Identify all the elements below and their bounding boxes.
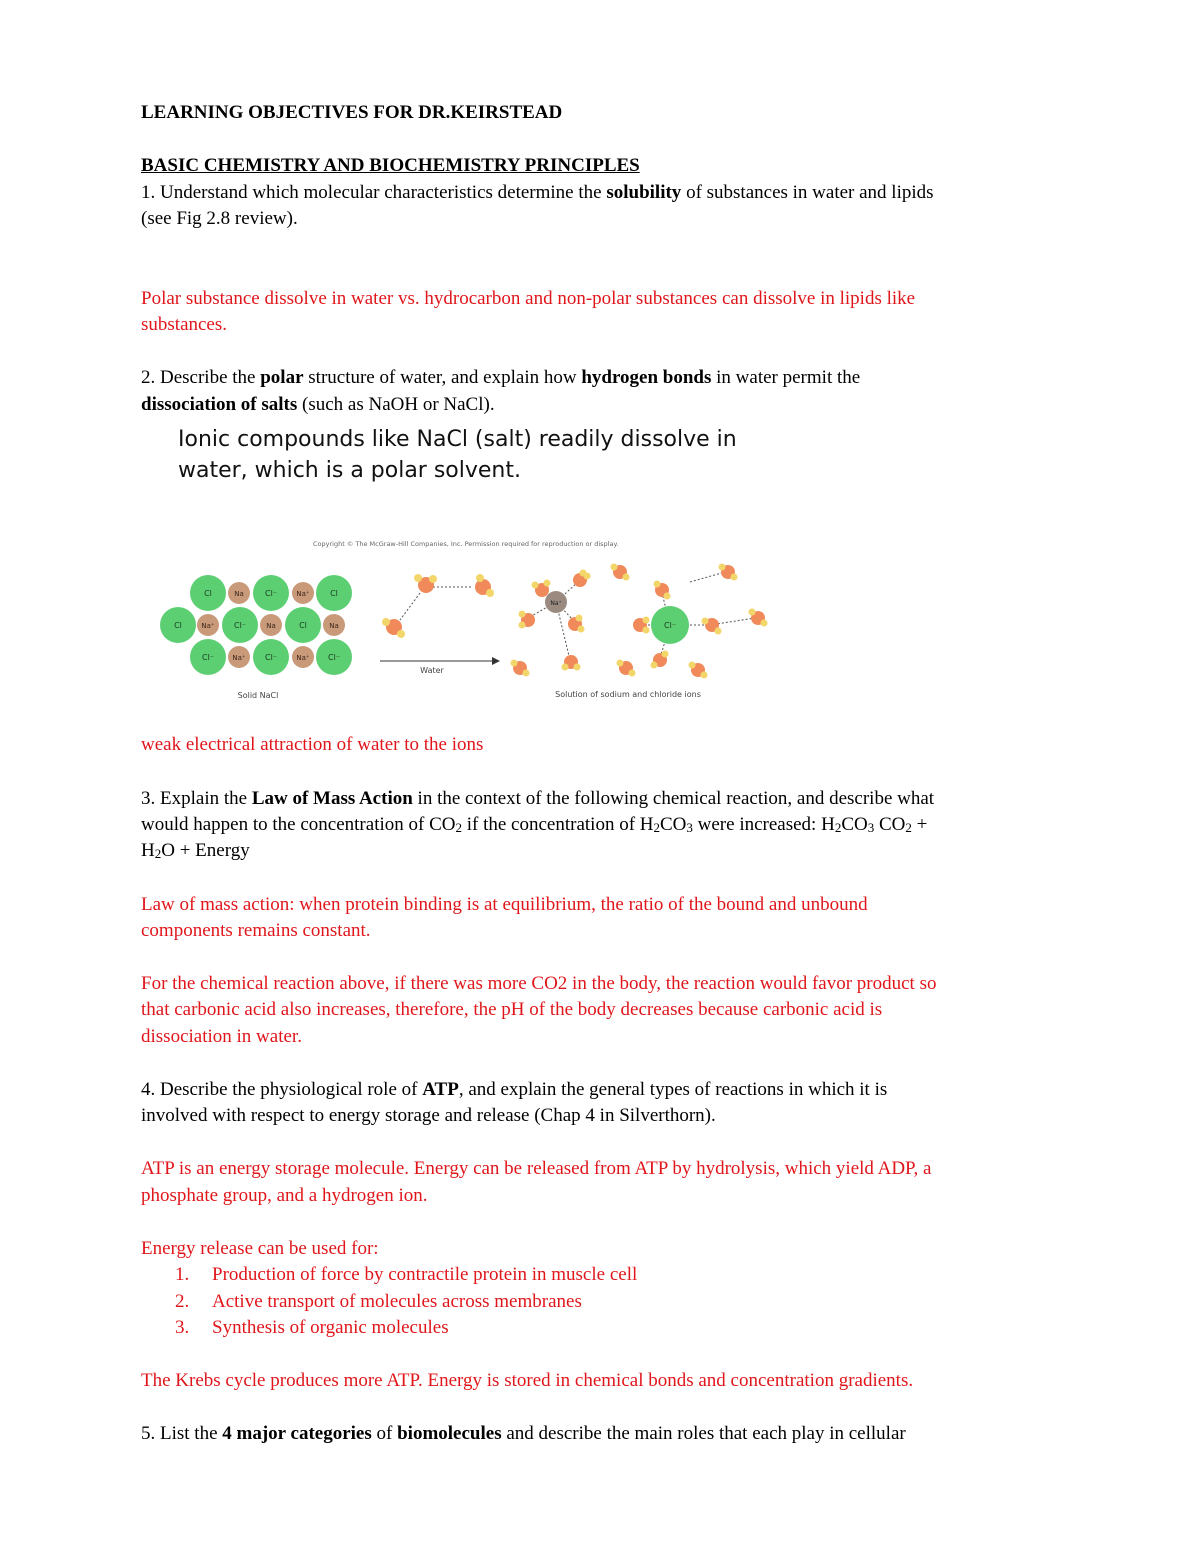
section-heading: BASIC CHEMISTRY AND BIOCHEMISTRY PRINCIPLES: [141, 155, 640, 176]
water-hydrogen: [617, 660, 624, 667]
document-title: LEARNING OBJECTIVES FOR DR.KEIRSTEAD: [141, 102, 563, 123]
answer-4a-line2: phosphate group, and a hydrogen ion.: [141, 1185, 428, 1206]
slide-caption-line2: water, which is a polar solvent.: [178, 458, 521, 483]
list-number: 1.: [175, 1264, 190, 1285]
water-hydrogen: [574, 664, 581, 671]
objective-4: 4. Describe the physiological role of ATP, and explain the general types of reactions in which it is: [141, 1079, 888, 1100]
list-number: 2.: [175, 1291, 190, 1312]
objective-3: 3. Explain the Law of Mass Action in the context of the following chemical reaction, and describe what: [141, 788, 935, 809]
answer-2: weak electrical attraction of water to the ions: [141, 734, 484, 755]
water-hydrogen: [761, 620, 768, 627]
objective-2-line2: dissociation of salts (such as NaOH or NaCl).: [141, 394, 495, 415]
chloride-ion-label: Cl: [174, 621, 182, 630]
sodium-ion-label: Na⁺: [232, 654, 246, 662]
list-text: Synthesis of organic molecules: [212, 1317, 449, 1338]
chloride-ion-label: Cl⁻: [233, 621, 247, 630]
solution-label: Solution of sodium and chloride ions: [555, 690, 701, 699]
objective-1: 1. Understand which molecular characteristics determine the solubility of substances in water and lipids: [141, 182, 934, 203]
list-text: Active transport of molecules across membranes: [212, 1291, 582, 1312]
solid-nacl-lattice: [160, 575, 352, 675]
water-hydrogen: [519, 622, 526, 629]
objective-2: 2. Describe the polar structure of water, and explain how hydrogen bonds in water permit the: [141, 367, 861, 388]
slide-caption: [178, 424, 737, 486]
water-hydrogen: [486, 589, 494, 597]
chloride-ion-label: Cl: [330, 589, 338, 598]
water-molecules: [382, 574, 494, 638]
water-hydrogen: [578, 626, 585, 633]
water-hydrogen: [397, 630, 405, 638]
sodium-ion-label: Na⁺: [296, 590, 310, 598]
answer-3b-line3: dissociation in water.: [141, 1026, 302, 1047]
chloride-ion-label: Cl⁻: [264, 653, 278, 662]
objective-5: 5. List the 4 major categories of biomolecules and describe the main roles that each play in cellular: [141, 1423, 906, 1444]
arrow-head-icon: [492, 657, 500, 665]
water-hydrogen: [611, 564, 618, 571]
water-hydrogen: [382, 618, 390, 626]
answer-1-line2: substances.: [141, 314, 228, 335]
water-hydrogen: [511, 660, 518, 667]
water-hydrogen: [429, 575, 437, 583]
water-hydrogen: [532, 582, 539, 589]
answer-3a-line1: Law of mass action: when protein binding is at equilibrium, the ratio of the bound and unbound: [141, 894, 868, 915]
water-hydrogen: [629, 670, 636, 677]
answer-4a-line1: ATP is an energy storage molecule. Energy can be released from ATP by hydrolysis, which yield ADP, a: [141, 1158, 932, 1179]
list-number: 3.: [175, 1317, 190, 1338]
chloride-ion-label: Cl⁻: [663, 621, 677, 630]
objective-3-line3: $H_2O$ + Energy: [141, 840, 250, 861]
water-hydrogen: [519, 611, 526, 618]
water-hydrogen: [476, 574, 484, 582]
list-text: Production of force by contractile protein in muscle cell: [212, 1264, 638, 1285]
water-hydrogen: [523, 670, 530, 677]
water-hydrogen: [576, 615, 583, 622]
water-hydrogen: [643, 627, 650, 634]
sodium-ion-label: Na⁺: [296, 654, 310, 662]
hydrating-water-oxygens: [513, 565, 765, 677]
water-hydrogen: [654, 581, 661, 588]
sodium-ion-label: Na: [234, 590, 244, 598]
chloride-ion-label: Cl⁻: [327, 653, 341, 662]
ion-solution: [511, 564, 768, 679]
answer-3b-line2: that carbonic acid also increases, therefore, the pH of the body decreases because carbonic acid is: [141, 999, 883, 1020]
sodium-ion-label: Na: [329, 622, 339, 630]
hydrogen-bond: [400, 593, 420, 620]
water-hydrogen: [580, 570, 587, 577]
objective-3-line2: would happen to the concentration of $CO_2$ if the concentration of $H_2CO_3$ were increased: $H_2CO_3$ $CO_2$ +: [141, 814, 928, 835]
answer-3b-line1: For the chemical reaction above, if there was more CO2 in the body, the reaction would favor product so: [141, 973, 937, 994]
sodium-ion-label: Na⁺: [550, 600, 562, 607]
slide-caption-line1: Ionic compounds like NaCl (salt) readily dissolve in: [178, 427, 737, 452]
chloride-ion-label: Cl⁻: [264, 589, 278, 598]
water-hydrogen: [623, 574, 630, 581]
answer-4b-intro: Energy release can be used for:: [141, 1238, 379, 1259]
water-hydrogen: [664, 593, 671, 600]
answer-4c: The Krebs cycle produces more ATP. Energy is stored in chemical bonds and concentration gradients.: [141, 1370, 914, 1391]
water-hydrogen: [749, 609, 756, 616]
figure-copyright: Copyright © The McGraw-Hill Companies, Inc. Permission required for reproduction or display.: [313, 540, 619, 548]
water-hydrogen: [715, 628, 722, 635]
answer-3a-line2: components remains constant.: [141, 920, 371, 941]
water-hydrogen: [719, 564, 726, 571]
objective-4-line2: involved with respect to energy storage and release (Chap 4 in Silverthorn).: [141, 1105, 716, 1126]
water-hydrogen: [689, 662, 696, 669]
water-hydrogen: [662, 651, 669, 658]
solid-nacl-label: Solid NaCl: [237, 691, 279, 700]
chloride-ion-label: Cl: [204, 589, 212, 598]
answer-1-line1: Polar substance dissolve in water vs. hydrocarbon and non-polar substances can dissolve in lipids like: [141, 288, 916, 309]
water-hydrogen: [701, 672, 708, 679]
water-hydrogen: [643, 617, 650, 624]
sodium-ion-label: Na⁺: [201, 622, 215, 630]
sodium-ion-label: Na: [266, 622, 276, 630]
nacl-dissolution-figure: [150, 530, 780, 710]
water-label: Water: [420, 666, 444, 675]
chloride-ion-label: Cl⁻: [201, 653, 215, 662]
hydrogen-bond: [690, 572, 725, 582]
objective-1-line2: (see Fig 2.8 review).: [141, 208, 298, 229]
water-hydrogen: [562, 664, 569, 671]
water-hydrogen: [414, 574, 422, 582]
water-hydrogen: [651, 662, 658, 669]
chloride-ion-label: Cl: [299, 621, 307, 630]
water-hydrogen: [544, 580, 551, 587]
water-hydrogen: [731, 574, 738, 581]
water-hydrogen: [702, 618, 709, 625]
